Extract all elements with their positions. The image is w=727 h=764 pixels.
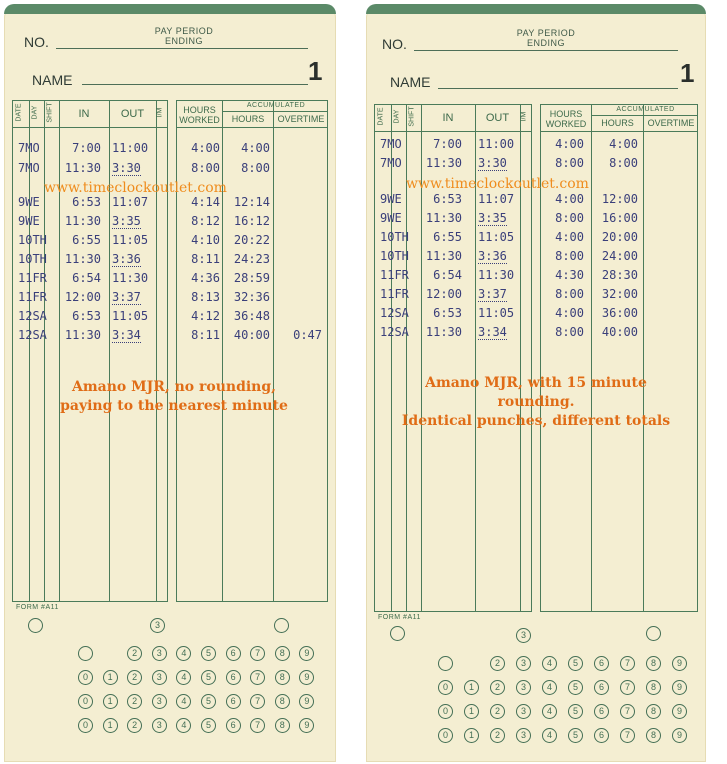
no-line <box>56 48 308 49</box>
punch-bubble: 0 <box>78 718 93 733</box>
punch-bubble: 7 <box>620 680 635 695</box>
accumulated-hours-cell: 36:00 <box>601 306 638 320</box>
in-cell: 11:30 <box>64 161 101 175</box>
date-header: DATE <box>15 103 23 122</box>
punch-bubble: 7 <box>620 728 635 743</box>
out-cell: 11:05 <box>478 306 515 320</box>
out-cell: 3:37 <box>112 290 141 304</box>
marker-header: I/M <box>156 107 164 118</box>
in-cell: 6:55 <box>433 230 462 244</box>
accumulated-hours-cell: 4:00 <box>241 141 270 155</box>
punch-bubble: 7 <box>620 656 635 671</box>
punch-bubble: 5 <box>568 704 583 719</box>
day-cell: 12SA <box>18 328 47 342</box>
punch-bubble: 2 <box>127 646 142 661</box>
hours-worked-cell: 4:30 <box>555 268 584 282</box>
punch-bubble: 6 <box>226 670 241 685</box>
hours-worked-cell: 8:00 <box>555 287 584 301</box>
overtime-header: OVERTIME <box>647 118 695 128</box>
punch-bubble: 7 <box>250 670 265 685</box>
day-cell: 10TH <box>18 252 47 266</box>
punch-bubble: 9 <box>299 694 314 709</box>
punch-bubble: 0 <box>78 694 93 709</box>
punch-bubble: 5 <box>568 728 583 743</box>
punch-bubble: 3 <box>150 618 165 633</box>
punch-bubble: 0 <box>438 728 453 743</box>
hours-worked-cell: 8:00 <box>555 211 584 225</box>
punch-bubble: 1 <box>103 718 118 733</box>
out-cell: 11:30 <box>112 271 149 285</box>
out-header: OUT <box>485 112 510 124</box>
card-number: 1 <box>308 56 323 86</box>
punch-bubble: 3 <box>152 718 167 733</box>
hours-worked-cell: 4:00 <box>555 230 584 244</box>
hours-worked-cell: 4:10 <box>191 233 220 247</box>
accumulated-hours-cell: 8:00 <box>241 161 270 175</box>
name-line <box>438 88 678 89</box>
punch-bubble: 2 <box>490 704 505 719</box>
out-cell: 3:30 <box>112 161 141 175</box>
out-cell: 11:00 <box>478 137 515 151</box>
punch-bubble: 8 <box>646 704 661 719</box>
day-cell: 11FR <box>380 287 409 301</box>
punch-bubble: 6 <box>594 704 609 719</box>
in-cell: 6:53 <box>72 309 101 323</box>
hours-worked-cell: 4:00 <box>191 141 220 155</box>
out-cell: 11:05 <box>112 309 149 323</box>
day-cell: 11FR <box>380 268 409 282</box>
punch-bubble: 5 <box>201 718 216 733</box>
accumulated-hours-cell: 28:30 <box>601 268 638 282</box>
hours-worked-cell: 8:00 <box>191 161 220 175</box>
accumulated-hours-cell: 32:00 <box>601 287 638 301</box>
punch-bubble: 9 <box>299 718 314 733</box>
in-cell: 6:54 <box>72 271 101 285</box>
day-cell: 10TH <box>380 249 409 263</box>
day-cell: 12SA <box>18 309 47 323</box>
hours-worked-cell: 8:12 <box>191 214 220 228</box>
in-cell: 11:30 <box>64 214 101 228</box>
day-cell: 7MO <box>380 156 402 170</box>
day-cell: 12SA <box>380 306 409 320</box>
punch-bubble: 8 <box>646 656 661 671</box>
day-cell: 9WE <box>18 195 40 209</box>
accumulated-hours-cell: 40:00 <box>601 325 638 339</box>
accumulated-hours-cell: 20:00 <box>601 230 638 244</box>
date-header: DATE <box>377 107 385 126</box>
punch-bubble: 8 <box>646 680 661 695</box>
punch-bubble: 1 <box>103 670 118 685</box>
out-cell: 11:00 <box>112 141 149 155</box>
punch-bubble: 9 <box>672 728 687 743</box>
punch-bubble: 2 <box>490 656 505 671</box>
pay-period-label <box>506 28 586 48</box>
punch-bubble: 9 <box>672 704 687 719</box>
accumulated-hours-cell: 36:48 <box>233 309 270 323</box>
day-cell: 9WE <box>18 214 40 228</box>
accumulated-hours-cell: 24:23 <box>233 252 270 266</box>
punch-bubble: 9 <box>299 646 314 661</box>
punch-bubble: 2 <box>490 680 505 695</box>
hours-worked-cell: 4:36 <box>191 271 220 285</box>
punch-bubble: 4 <box>176 646 191 661</box>
punch-bubble: 4 <box>542 680 557 695</box>
name-label: NAME <box>390 74 431 90</box>
day-cell: 9WE <box>380 211 402 225</box>
timecard-left <box>4 4 336 762</box>
in-cell: 6:53 <box>433 192 462 206</box>
hours-worked-cell: 4:14 <box>191 195 220 209</box>
day-cell: 11FR <box>18 290 47 304</box>
day-cell: 7MO <box>380 137 402 151</box>
in-cell: 11:30 <box>425 211 462 225</box>
out-cell: 11:07 <box>112 195 149 209</box>
form-label: FORM #A11 <box>16 604 59 611</box>
in-cell: 11:30 <box>425 325 462 339</box>
punch-bubble: 2 <box>490 728 505 743</box>
hours-worked-cell: 8:13 <box>191 290 220 304</box>
in-cell: 6:53 <box>72 195 101 209</box>
overtime-cell: 0:47 <box>293 328 322 342</box>
out-cell: 3:36 <box>478 249 507 263</box>
punch-bubble: 2 <box>127 670 142 685</box>
out-cell: 3:30 <box>478 156 507 170</box>
accumulated-hours-cell: 28:59 <box>233 271 270 285</box>
out-cell: 3:36 <box>112 252 141 266</box>
punch-bubble: 4 <box>542 728 557 743</box>
punch-bubble: 8 <box>275 694 290 709</box>
hours-table <box>176 100 328 602</box>
punch-bubble: 6 <box>226 646 241 661</box>
accumulated-hours-cell: 24:00 <box>601 249 638 263</box>
marker-header: I/M <box>520 111 528 122</box>
timecard-right <box>366 4 706 762</box>
out-cell: 11:05 <box>112 233 149 247</box>
no-label: NO. <box>24 34 49 50</box>
shift-header: SHIFT <box>408 106 416 127</box>
in-cell: 6:55 <box>72 233 101 247</box>
day-header: DAY <box>393 109 401 124</box>
punch-bubble: 9 <box>299 670 314 685</box>
in-cell: 11:30 <box>425 249 462 263</box>
punch-bubble <box>646 626 661 641</box>
punch-bubble <box>274 618 289 633</box>
punch-bubble: 0 <box>438 680 453 695</box>
out-header: OUT <box>120 108 145 120</box>
punch-bubble: 8 <box>275 670 290 685</box>
day-cell: 12SA <box>380 325 409 339</box>
caption: Amano MJR, with 15 minute rounding. Identical punches, different totals <box>401 375 671 429</box>
punch-table <box>12 100 168 602</box>
punch-bubble: 3 <box>152 646 167 661</box>
out-cell: 3:34 <box>112 328 141 342</box>
in-cell: 6:54 <box>433 268 462 282</box>
punch-bubble: 0 <box>78 670 93 685</box>
punch-bubble: 8 <box>275 646 290 661</box>
in-cell: 12:00 <box>64 290 101 304</box>
accumulated-hours-cell: 32:36 <box>233 290 270 304</box>
punch-bubble <box>390 626 405 641</box>
day-cell: 10TH <box>18 233 47 247</box>
day-cell: 7MO <box>18 141 40 155</box>
hours-header: HOURS <box>231 114 265 124</box>
in-cell: 11:30 <box>64 252 101 266</box>
punch-bubble: 6 <box>226 694 241 709</box>
punch-bubble: 1 <box>464 704 479 719</box>
hours-worked-cell: 4:00 <box>555 192 584 206</box>
hours-worked-cell: 4:00 <box>555 306 584 320</box>
punch-bubble: 7 <box>250 646 265 661</box>
accumulated-hours-cell: 12:14 <box>233 195 270 209</box>
hours-worked-cell: 8:00 <box>555 249 584 263</box>
punch-bubble: 2 <box>127 718 142 733</box>
punch-bubble: 6 <box>226 718 241 733</box>
hours-header: HOURS <box>601 118 634 128</box>
out-cell: 11:07 <box>478 192 515 206</box>
punch-bubble: 3 <box>516 680 531 695</box>
punch-bubble <box>28 618 43 633</box>
punch-bubble <box>438 656 453 671</box>
punch-bubble: 3 <box>516 628 531 643</box>
card-top-band <box>4 4 336 14</box>
accumulated-hours-cell: 12:00 <box>601 192 638 206</box>
punch-bubble: 3 <box>516 728 531 743</box>
pay-period-text: PAY PERIOD ENDING <box>154 26 214 46</box>
accumulated-hours-cell: 16:12 <box>233 214 270 228</box>
punch-bubble: 5 <box>201 694 216 709</box>
out-cell: 3:35 <box>112 214 141 228</box>
no-line <box>414 50 678 51</box>
punch-bubble: 5 <box>201 646 216 661</box>
hours-worked-cell: 4:12 <box>191 309 220 323</box>
in-header: IN <box>78 108 90 120</box>
accumulated-hours-cell: 16:00 <box>601 211 638 225</box>
hours-worked-header: HOURS WORKED <box>545 109 587 129</box>
hours-worked-header: HOURS WORKED <box>179 105 220 125</box>
punch-bubble: 6 <box>594 728 609 743</box>
caption: Amano MJR, no rounding, paying to the nearest minute <box>60 379 288 414</box>
punch-bubble: 8 <box>275 718 290 733</box>
form-label: FORM #A11 <box>378 614 421 621</box>
out-cell: 11:30 <box>478 268 515 282</box>
punch-bubble: 7 <box>620 704 635 719</box>
punch-bubble: 7 <box>250 718 265 733</box>
punch-bubble: 5 <box>568 656 583 671</box>
day-cell: 9WE <box>380 192 402 206</box>
punch-bubble: 7 <box>250 694 265 709</box>
hours-worked-cell: 8:11 <box>191 252 220 266</box>
out-cell: 3:37 <box>478 287 507 301</box>
accumulated-header: ACCUMULATED <box>246 102 306 109</box>
shift-header: SHIFT <box>46 102 54 123</box>
punch-bubble: 4 <box>176 694 191 709</box>
day-cell: 11FR <box>18 271 47 285</box>
pay-period-label <box>144 26 224 46</box>
no-label: NO. <box>382 36 407 52</box>
hours-worked-cell: 4:00 <box>555 137 584 151</box>
punch-bubble: 4 <box>542 656 557 671</box>
name-label: NAME <box>32 72 73 88</box>
punch-bubble: 4 <box>542 704 557 719</box>
punch-bubble: 9 <box>672 680 687 695</box>
pay-period-text: PAY PERIOD ENDING <box>516 28 576 48</box>
punch-bubble: 3 <box>152 670 167 685</box>
in-cell: 11:30 <box>64 328 101 342</box>
punch-bubble: 4 <box>176 670 191 685</box>
in-cell: 11:30 <box>425 156 462 170</box>
punch-bubble: 6 <box>594 656 609 671</box>
punch-bubble: 5 <box>568 680 583 695</box>
card-top-band <box>366 4 706 14</box>
hours-worked-cell: 8:11 <box>191 328 220 342</box>
in-cell: 6:53 <box>433 306 462 320</box>
punch-bubble: 1 <box>103 694 118 709</box>
out-cell: 11:05 <box>478 230 515 244</box>
punch-bubble: 1 <box>464 680 479 695</box>
in-cell: 7:00 <box>72 141 101 155</box>
in-header: IN <box>442 112 454 124</box>
watermark: www.timeclockoutlet.com <box>406 176 589 192</box>
in-cell: 7:00 <box>433 137 462 151</box>
accumulated-header: ACCUMULATED <box>616 106 675 113</box>
punch-bubble: 3 <box>152 694 167 709</box>
day-cell: 10TH <box>380 230 409 244</box>
card-number: 1 <box>680 58 695 88</box>
in-cell: 12:00 <box>425 287 462 301</box>
accumulated-hours-cell: 20:22 <box>233 233 270 247</box>
punch-bubble: 9 <box>672 656 687 671</box>
hours-worked-cell: 8:00 <box>555 156 584 170</box>
watermark: www.timeclockoutlet.com <box>44 180 227 196</box>
punch-bubble: 2 <box>127 694 142 709</box>
day-header: DAY <box>31 105 39 120</box>
punch-bubble: 1 <box>464 728 479 743</box>
day-cell: 7MO <box>18 161 40 175</box>
out-cell: 3:35 <box>478 211 507 225</box>
accumulated-hours-cell: 8:00 <box>609 156 638 170</box>
punch-bubble: 6 <box>594 680 609 695</box>
punch-bubble: 3 <box>516 704 531 719</box>
punch-bubble: 8 <box>646 728 661 743</box>
punch-bubble <box>78 646 93 661</box>
accumulated-hours-cell: 40:00 <box>233 328 270 342</box>
punch-bubble: 3 <box>516 656 531 671</box>
overtime-header: OVERTIME <box>277 114 325 124</box>
punch-bubble: 0 <box>438 704 453 719</box>
out-cell: 3:34 <box>478 325 507 339</box>
punch-bubble: 5 <box>201 670 216 685</box>
name-line <box>82 84 308 85</box>
punch-bubble: 4 <box>176 718 191 733</box>
hours-worked-cell: 8:00 <box>555 325 584 339</box>
accumulated-hours-cell: 4:00 <box>609 137 638 151</box>
